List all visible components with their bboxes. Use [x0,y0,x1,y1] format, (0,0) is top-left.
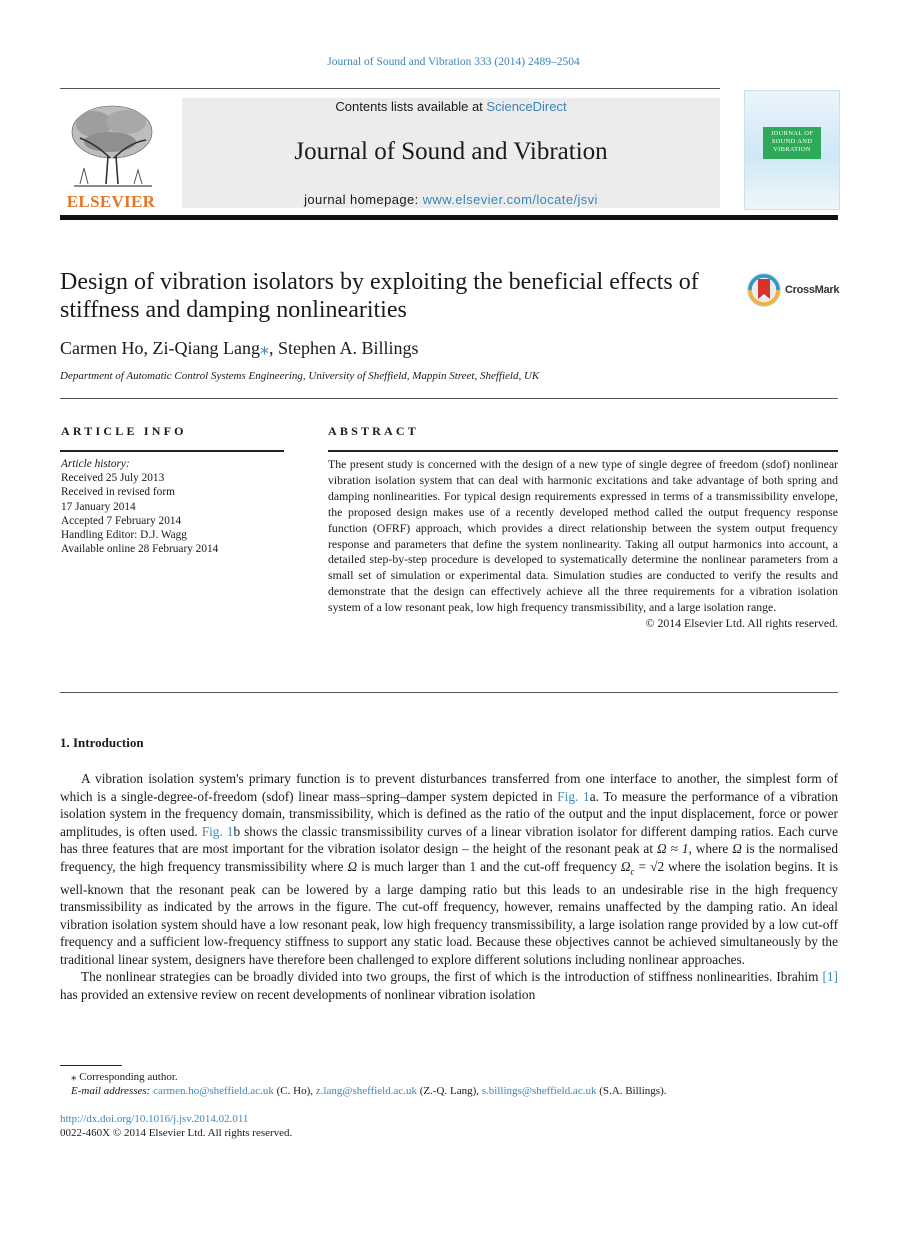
math-inline: Ω [620,858,631,874]
email-label: E-mail addresses: [71,1085,154,1097]
text-run: a. To measure the performance of a vibration isolation system in the frequency domain, transmissibility, which is defined as the ratio of the output and the input displacement, force or power amplitudes, is often used. [60,788,838,839]
article-info-rule [60,450,284,452]
affiliation: Department of Automatic Control Systems Engineering, University of Sheffield, Mappin Street, Sheffield, UK [60,370,540,382]
text-run: is much larger than 1 and the cut-off frequency [357,858,621,874]
abstract-heading: ABSTRACT [328,424,419,438]
footnote-rule [60,1065,122,1066]
header-thick-rule [60,215,838,220]
introduction-body [60,770,838,1003]
abstract-end-rule [60,692,838,693]
footnote-text: Corresponding author. [76,1071,178,1083]
introduction-paragraph-1 [60,770,838,968]
article-title: Design of vibration isolators by exploiting the beneficial effects of stiffness and damping nonlinearities [60,269,699,323]
author-lang: Zi-Qiang Lang [152,338,260,358]
footnote-corresponding [60,1070,838,1085]
math-inline: = √2 [634,858,665,874]
homepage-line [182,192,720,207]
contents-prefix: Contents lists available at [335,99,487,114]
email-owner: (Z.-Q. Lang), [417,1085,482,1097]
math-inline: Ω ≈ 1 [657,841,689,856]
journal-citation[interactable]: Journal of Sound and Vibration 333 (2014) 2489–2504 [327,56,580,68]
history-entry: Received 25 July 2013 [61,472,165,485]
abstract-body: The present study is concerned with the design of a new type of single degree of freedom (sdof) nonlinear vibration isolation system that can deal with harmonic excitations and take advantage of both spring and damping nonlinearities. For typical design requirements expressed in terms of a transmissibility envelope, the proposed design makes use of a recently developed method called the output frequency response function (OFRF) approach, which provides a direct relationship between the system output frequency response and parameters that define the system nonlinearity. Taking all output harmonics into account, a detailed step-by-step procedure is developed to systematically determine the nonlinear parameters from a small set of simulation or experimental data. Simulation studies are conducted to verify the results and demonstrate that the design can effectively achieve all the three requirements for a vibration isolation system of a low resonant peak, low high frequency transmissibility, and a large isolation range. [328,457,838,615]
doi-link[interactable]: http://dx.doi.org/10.1016/j.jsv.2014.02.011 [60,1113,249,1125]
footnote-mark: ⁎ [71,1071,77,1083]
section-rule [60,398,838,399]
issn-copyright: 0022-460X © 2014 Elsevier Ltd. All rights reserved. [60,1127,293,1139]
math-inline: Ω [347,858,358,874]
history-label: Article history: [61,458,130,470]
figure-link[interactable]: Fig. 1 [557,788,590,804]
corresponding-author-mark[interactable]: ⁎ [259,338,269,358]
email-link[interactable]: carmen.ho@sheffield.ac.uk [153,1085,274,1097]
article-history [61,457,281,556]
email-link[interactable]: z.lang@sheffield.ac.uk [315,1085,418,1097]
journal-name: Journal of Sound and Vibration [294,138,608,165]
text-run: has provided an extensive review on recent developments of nonlinear vibration isolation [60,986,536,1002]
crossmark-label[interactable]: CrossMark [785,284,840,296]
abstract [328,457,838,632]
introduction-paragraph-2 [60,968,838,1003]
contents-line [182,99,720,114]
journal-cover-thumbnail [744,90,840,210]
publisher-wordmark: ELSEVIER [66,192,156,211]
history-entry: Received in revised form [61,486,175,499]
footnote-emails [60,1084,838,1099]
text-run: b shows the classic transmissibility curves of a linear vibration isolator for different damping ratios. Each curve has three features that are most important for the vibration isolator design – the height of the resonant peak at [60,823,838,856]
history-entry: Available online 28 February 2014 [61,543,219,556]
text-run: where the isolation begins. It is well-known that the resonant peak can be lowered by a large damping ratio but this leads to an undesirable rise in the high frequency transmissibility as indicated by the arrows in the figure. The cut-off frequency, however, remains unaffected by the damping ratio. An ideal vibration isolation system should have a low resonant peak, low high frequency transmissibility, a large isolation range provided by a low cut-off frequency and a sufficient low-frequency stiffness to support any static load. Because these objectives cannot be achieved simultaneously by the traditional linear system, designers have therefore been challenged to explore different solutions including nonlinear approaches. [60,858,838,967]
text-run: The nonlinear strategies can be broadly divided into two groups, the first of which is the introduction of stiffness nonlinearities. Ibrahim [81,969,823,985]
history-entry: 17 January 2014 [61,500,136,513]
sciencedirect-link[interactable]: ScienceDirect [486,99,567,114]
math-subscript: c [630,866,635,877]
text-run: A vibration isolation system's primary function is to prevent disturbances transferred from one interface to another, the simplest form of which is a single-degree-of-freedom (sdof) linear mass–spring–damper system depicted in [60,771,838,804]
homepage-prefix: journal homepage: [304,192,423,207]
section-heading-introduction: 1. Introduction [60,735,144,750]
article-info-heading: ARTICLE INFO [61,424,187,438]
author-list [60,338,418,359]
figure-link[interactable]: Fig. 1 [201,823,234,839]
history-entry: Accepted 7 February 2014 [61,514,182,527]
abstract-copyright: © 2014 Elsevier Ltd. All rights reserved. [645,616,838,631]
history-entry: Handling Editor: D.J. Wagg [61,529,187,542]
author-ho: Carmen Ho, [60,338,153,358]
homepage-link[interactable]: www.elsevier.com/locate/jsvi [422,192,598,207]
text-run: , where [688,841,733,856]
abstract-rule [328,450,838,452]
cover-title: JOURNAL OF SOUND AND VIBRATION [763,127,821,159]
email-link[interactable]: s.billings@sheffield.ac.uk [481,1085,597,1097]
reference-link[interactable]: [1] [822,969,838,985]
header-rule [60,88,720,89]
email-owner: (S.A. Billings). [596,1085,667,1097]
author-billings: , Stephen A. Billings [268,338,419,358]
text-run: is the normalised frequency, the high frequency transmissibility where [60,841,838,874]
email-owner: (C. Ho), [273,1085,316,1097]
math-inline: Ω [732,841,742,856]
